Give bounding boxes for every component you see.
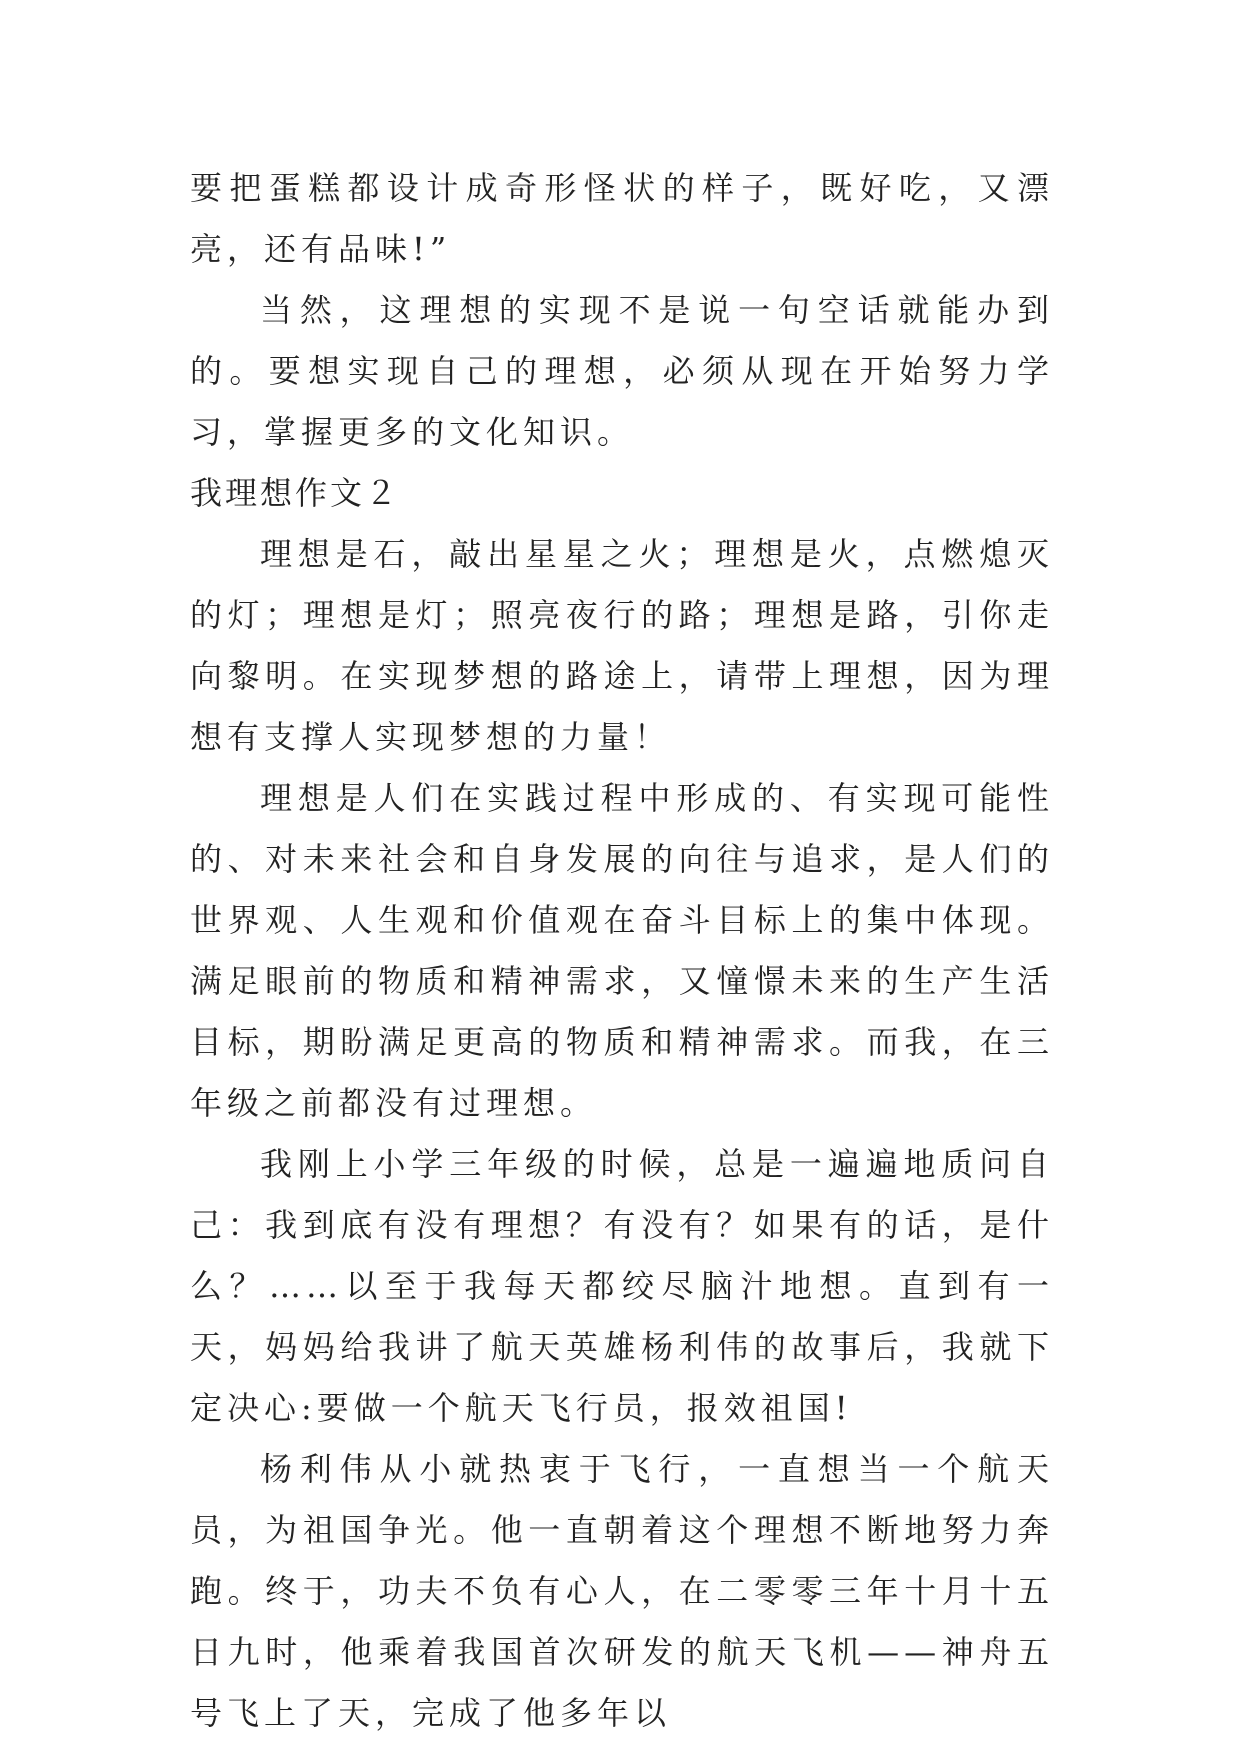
paragraph-6: 杨利伟从小就热衷于飞行，一直想当一个航天员，为祖国争光。他一直朝着这个理想不断地努力奔跑。终于，功夫不负有心人，在二零零三年十月十五日九时，他乘着我国首次研发的航天飞机——神舟五号飞上了天，完成了他多年以 xyxy=(190,1450,1054,1732)
section-heading: 我理想作文２ xyxy=(190,474,401,512)
paragraph-2: 当然，这理想的实现不是说一句空话就能办到的。要想实现自己的理想，必须从现在开始努力学习，掌握更多的文化知识。 xyxy=(190,291,1054,451)
document-body xyxy=(190,158,1054,1744)
paragraph-4: 理想是人们在实践过程中形成的、有实现可能性的、对未来社会和自身发展的向往与追求，是人们的世界观、人生观和价值观在奋斗目标上的集中体现。满足眼前的物质和精神需求，又憧憬未来的生产生活目标，期盼满足更高的物质和精神需求。而我，在三年级之前都没有过理想。 xyxy=(190,779,1054,1122)
paragraph-5: 我刚上小学三年级的时候，总是一遍遍地质问自己：我到底有没有理想？有没有？如果有的话，是什么？……以至于我每天都绞尽脑汁地想。直到有一天，妈妈给我讲了航天英雄杨利伟的故事后，我就下定决心:要做一个航天飞行员，报效祖国! xyxy=(190,1145,1054,1427)
paragraph-3: 理想是石，敲出星星之火；理想是火，点燃熄灭的灯；理想是灯；照亮夜行的路；理想是路，引你走向黎明。在实现梦想的路途上，请带上理想，因为理想有支撑人实现梦想的力量！ xyxy=(190,535,1054,756)
paragraph-1: 要把蛋糕都设计成奇形怪状的样子，既好吃，又漂亮，还有品味!” xyxy=(190,169,1054,268)
